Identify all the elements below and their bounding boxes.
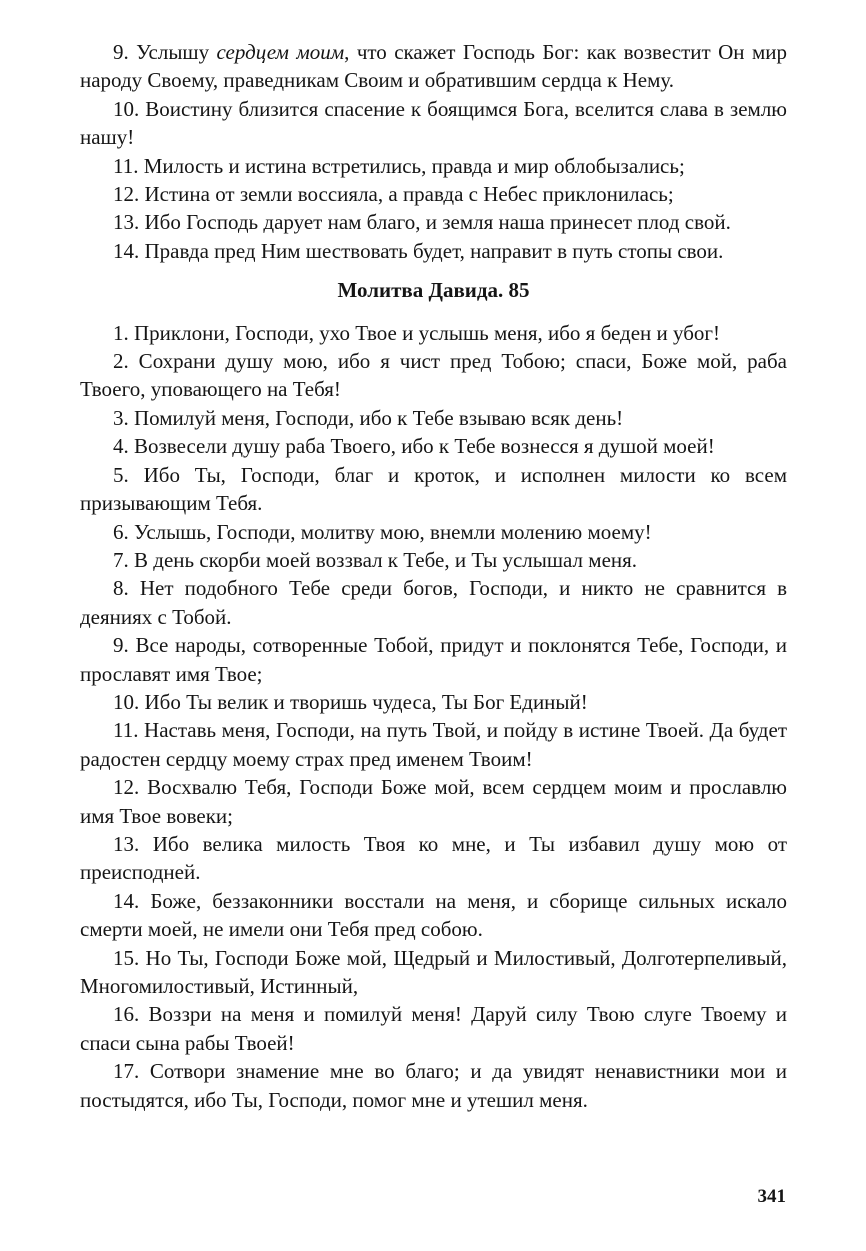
verse-emphasis: сердцем моим xyxy=(216,40,345,64)
psalm-verse-12: 12. Восхвалю Тебя, Господи Боже мой, всем сердцем моим и прославлю имя Твое вовеки; xyxy=(80,775,787,828)
verse-10: 10. Воистину близится спасение к боящимся Бога, вселится слава в землю нашу! xyxy=(80,96,787,150)
psalm-verse-11: 11. Наставь меня, Господи, на путь Твой, и пойду в истине Твоей. Да будет радостен сердцу моему страх пред именем Твоим! xyxy=(80,718,787,771)
verse-12: 12. Истина от земли воссияла, а правда с Небес приклонилась; xyxy=(113,182,674,207)
psalm-verse-4: 4. Возвесели душу раба Твоего, ибо к Тебе вознесся я душой моей! xyxy=(113,434,715,459)
verse-9 xyxy=(80,38,787,95)
psalm-verse-10: 10. Ибо Ты велик и творишь чудеса, Ты Бог Единый! xyxy=(113,689,588,714)
verse-13: 13. Ибо Господь дарует нам благо, и земля наша принесет плод свой. xyxy=(113,210,731,235)
page-number: 341 xyxy=(757,1186,786,1207)
psalm-verse-1: 1. Приклони, Господи, ухо Твое и услышь меня, ибо я беден и убог! xyxy=(113,320,721,345)
psalm-verse-16: 16. Воззри на меня и помилуй меня! Даруй силу Твою слуге Твоему и спаси сына рабы Твоей! xyxy=(80,1002,787,1055)
psalm-verse-5: 5. Ибо Ты, Господи, благ и кроток, и исполнен милости ко всем призывающим Тебя. xyxy=(80,462,787,516)
psalm-verse-14: 14. Боже, беззаконники восстали на меня, и сборище сильных искало смерти моей, не имели они Тебя пред собою. xyxy=(80,888,787,942)
psalm-verse-15: 15. Но Ты, Господи Боже мой, Щедрый и Милостивый, Долготерпеливый, Многомилостивый, Истинный, xyxy=(80,945,787,998)
psalm-verse-8: 8. Нет подобного Тебе среди богов, Господи, и никто не сравнится в деяниях с Тобой. xyxy=(80,576,787,629)
psalm-verse-2: 2. Сохрани душу мою, ибо я чист пред Тобою; спаси, Боже мой, раба Твоего, уповающего на Тебя! xyxy=(80,349,787,402)
psalm-verse-17: 17. Сотвори знамение мне во благо; и да увидят ненавистники мои и постыдятся, ибо Ты, Господи, помог мне и утешил меня. xyxy=(80,1059,787,1112)
verse-11: 11. Милость и истина встретились, правда и мир облобызались; xyxy=(113,153,685,178)
psalm-verse-3: 3. Помилуй меня, Господи, ибо к Тебе взываю всяк день! xyxy=(113,405,624,430)
psalm-verse-7: 7. В день скорби моей воззвал к Тебе, и Ты услышал меня. xyxy=(113,547,638,572)
psalm-verse-6: 6. Услышь, Господи, молитву мою, внемли молению моему! xyxy=(113,519,652,544)
page-body xyxy=(80,38,787,1114)
verse-text: , что скажет Господь Бог: как возвестит Он мир народу Своему, праведникам Своим и обратившим сердца к Нему. xyxy=(80,40,787,93)
psalm-verse-9: 9. Все народы, сотворенные Тобой, придут и поклонятся Тебе, Господи, и прославят имя Твое; xyxy=(80,633,787,686)
verse-text: 9. Услышу xyxy=(113,40,217,64)
section-title: Молитва Давида. 85 xyxy=(337,278,530,303)
verse-14: 14. Правда пред Ним шествовать будет, направит в путь стопы свои. xyxy=(113,238,724,263)
psalm-verse-13: 13. Ибо велика милость Твоя ко мне, и Ты избавил душу мою от преисподней. xyxy=(80,831,787,885)
